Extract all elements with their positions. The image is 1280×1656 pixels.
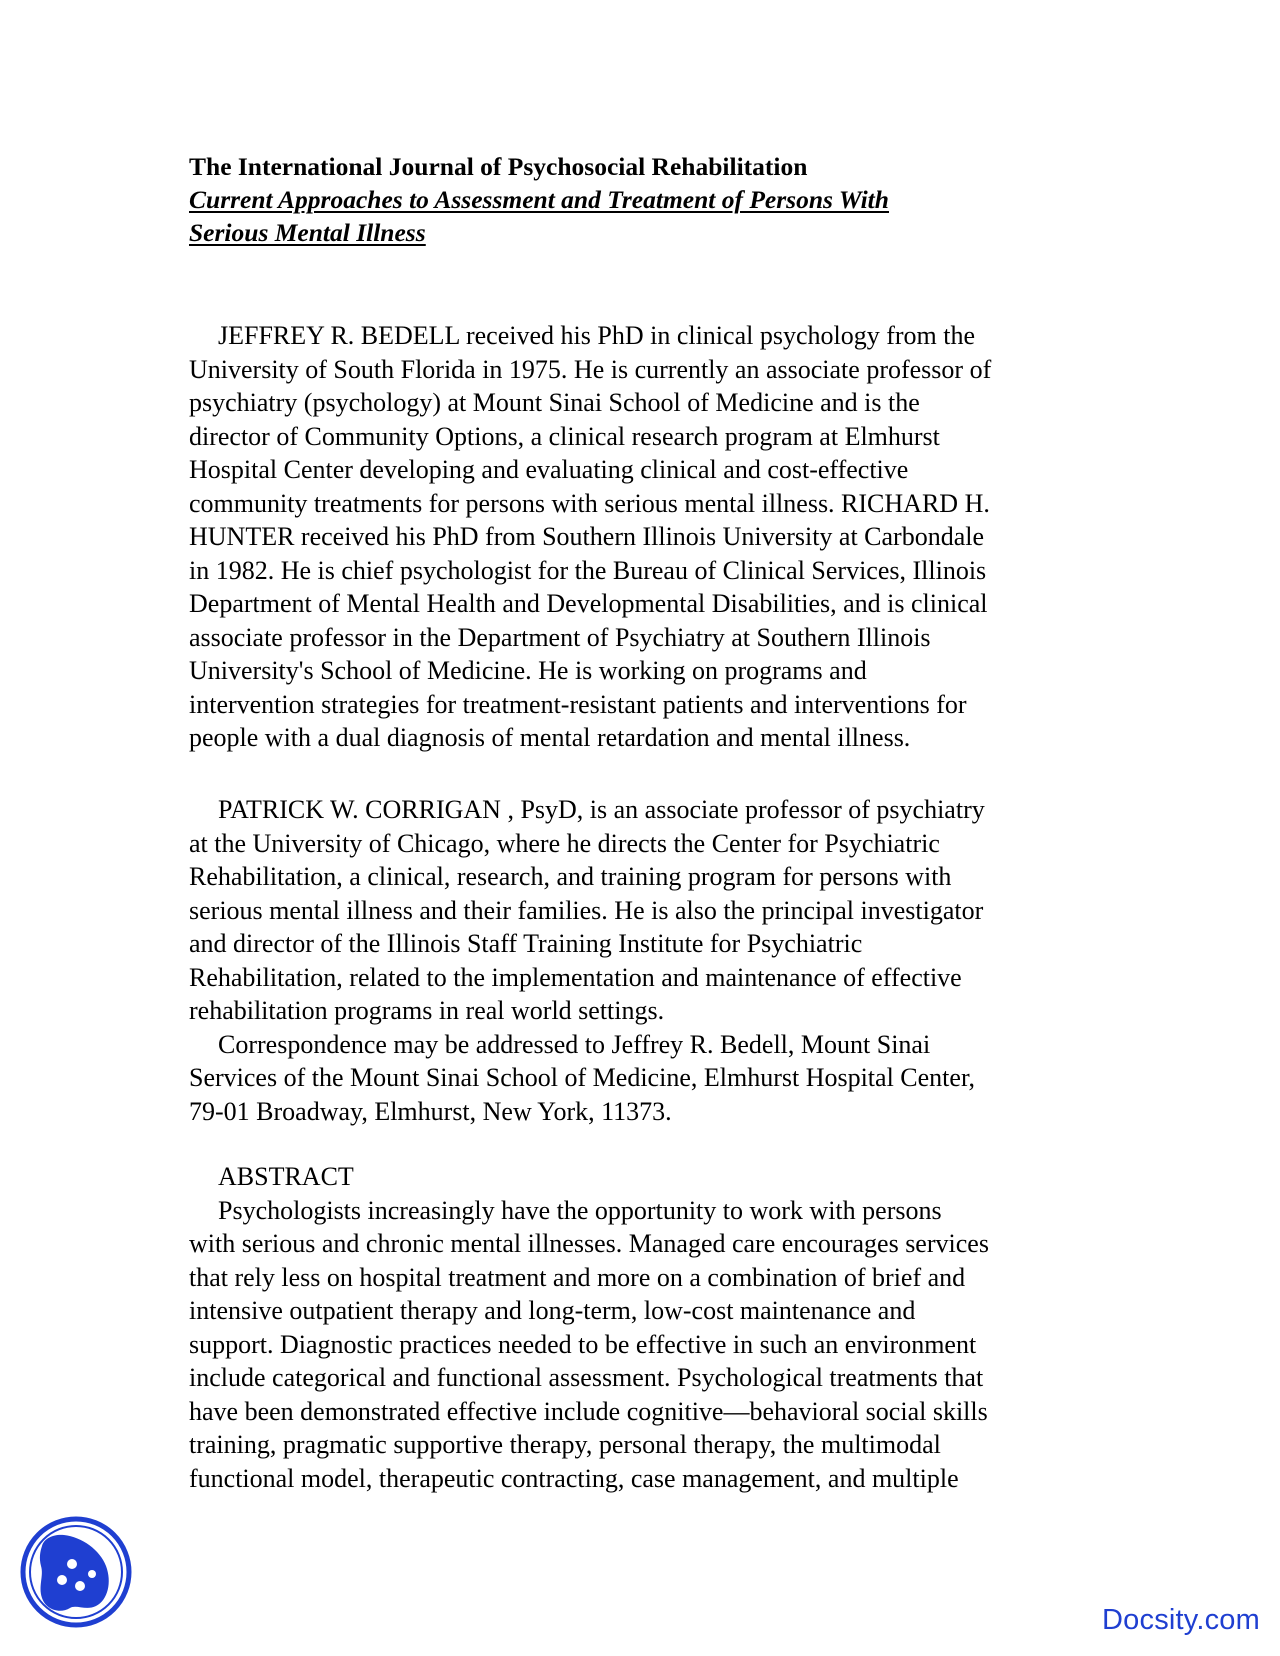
text-line: Hospital Center developing and evaluating clinical and cost-effective <box>189 455 909 484</box>
article-title-line: Serious Mental Illness <box>189 218 426 247</box>
abstract-heading: ABSTRACT <box>218 1162 354 1191</box>
text-line: community treatments for persons with serious mental illness. RICHARD H. <box>189 488 990 518</box>
text-line: PATRICK W. CORRIGAN , PsyD, is an associate professor of psychiatry <box>218 795 985 824</box>
document-page <box>189 150 1089 1493</box>
text-line: with serious and chronic mental illnesses. Managed care encourages services <box>189 1229 989 1258</box>
text-line: JEFFREY R. BEDELL received his PhD in clinical psychology from the <box>218 321 976 350</box>
text-line: intensive outpatient therapy and long-term, low-cost maintenance and <box>189 1296 916 1325</box>
abstract-section <box>189 1160 989 1495</box>
text-line: that rely less on hospital treatment and more on a combination of brief and <box>189 1262 966 1292</box>
article-title <box>189 183 1089 249</box>
text-line: rehabilitation programs in real world settings. <box>189 996 665 1025</box>
text-line: intervention strategies for treatment-resistant patients and interventions for <box>189 689 967 719</box>
journal-title: The International Journal of Psychosocial Rehabilitation <box>189 152 808 181</box>
text-line: University of South Florida in 1975. He is currently an associate professor of <box>189 354 992 384</box>
text-line: support. Diagnostic practices needed to be effective in such an environment <box>189 1329 977 1359</box>
text-line: associate professor in the Department of Psychiatry at Southern Illinois <box>189 622 931 652</box>
text-line: and director of the Illinois Staff Training Institute for Psychiatric <box>189 929 863 958</box>
docsity-logo-icon[interactable] <box>20 1516 132 1628</box>
text-line: functional model, therapeutic contracting, case management, and multiple <box>189 1463 959 1493</box>
text-line: in 1982. He is chief psychologist for the Bureau of Clinical Services, Illinois <box>189 555 987 585</box>
text-line: University's School of Medicine. He is working on programs and <box>189 656 867 685</box>
text-line: Rehabilitation, related to the implementation and maintenance of effective <box>189 962 962 992</box>
text-line: Rehabilitation, a clinical, research, and training program for persons with <box>189 862 952 891</box>
text-line: director of Community Options, a clinical research program at Elmhurst <box>189 421 940 451</box>
article-title-line: Current Approaches to Assessment and Treatment of Persons With <box>189 185 889 214</box>
text-line: Psychologists increasingly have the opportunity to work with persons <box>218 1195 942 1225</box>
bio-paragraph-bedell-hunter <box>189 319 991 755</box>
text-line: 79-01 Broadway, Elmhurst, New York, 11373. <box>189 1096 672 1126</box>
text-line: Department of Mental Health and Developmental Disabilities, and is clinical <box>189 589 988 618</box>
text-line: HUNTER received his PhD from Southern Illinois University at Carbondale <box>189 522 985 551</box>
text-line: serious mental illness and their families. He is also the principal investigator <box>189 895 984 925</box>
text-line: Correspondence may be addressed to Jeffrey R. Bedell, Mount Sinai <box>218 1029 931 1059</box>
text-line: psychiatry (psychology) at Mount Sinai School of Medicine and is the <box>189 388 920 417</box>
text-line: have been demonstrated effective include cognitive—behavioral social skills <box>189 1396 988 1426</box>
text-line: people with a dual diagnosis of mental retardation and mental illness. <box>189 723 911 752</box>
docsity-brand-link[interactable]: Docsity.com <box>1102 1604 1260 1636</box>
text-line: Services of the Mount Sinai School of Medicine, Elmhurst Hospital Center, <box>189 1063 976 1092</box>
text-line: training, pragmatic supportive therapy, personal therapy, the multimodal <box>189 1430 941 1459</box>
bio-paragraph-corrigan <box>189 793 985 1128</box>
text-line: at the University of Chicago, where he directs the Center for Psychiatric <box>189 828 940 858</box>
text-line: include categorical and functional assessment. Psychological treatments that <box>189 1363 984 1392</box>
